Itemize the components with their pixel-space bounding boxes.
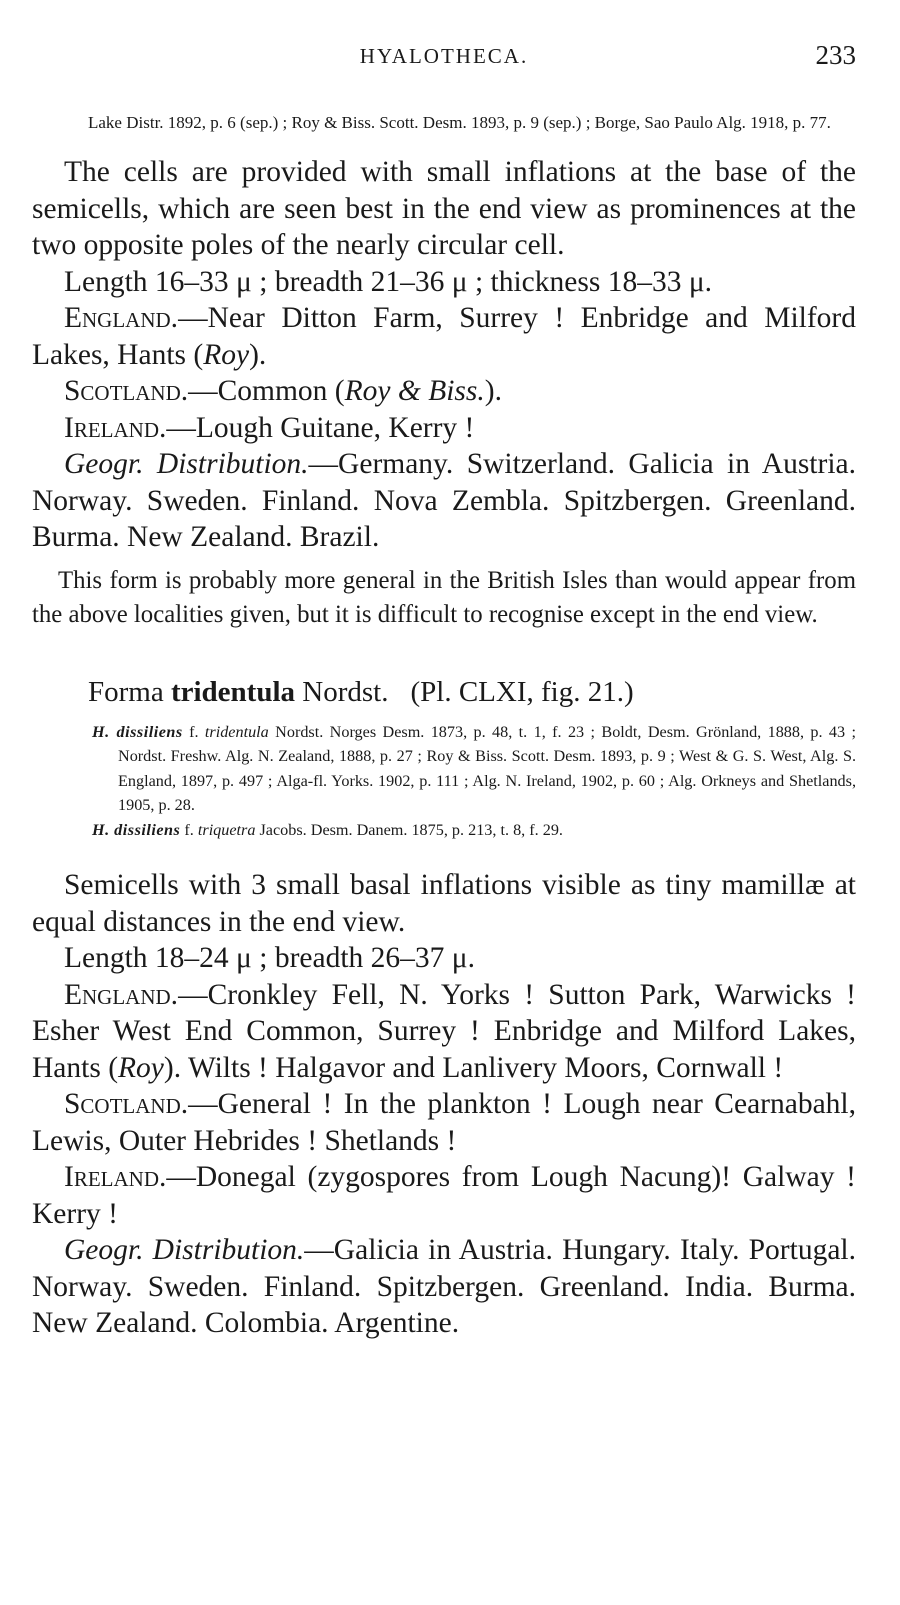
scotland-label: Scotland. — [64, 1088, 189, 1120]
ref-text: Jacobs. Desm. Danem. 1875, p. 213, t. 8, f. 29. — [255, 820, 563, 839]
geographic-distribution — [32, 1232, 856, 1342]
scotland-text: —Common ( — [188, 375, 345, 407]
ref-species: H. dissiliens — [92, 722, 183, 741]
page-header — [32, 40, 856, 80]
species-description-section — [32, 154, 856, 556]
ireland-label: Ireland. — [64, 411, 167, 444]
forma-heading — [32, 672, 856, 712]
ref-f: f. — [180, 820, 198, 839]
small-print-note — [32, 564, 856, 632]
ireland-locality — [32, 1159, 856, 1232]
running-head: HYALOTHECA. — [359, 44, 529, 68]
scotland-text: —General ! In the plankton ! Lough near Cearnabahl, Lewis, Outer Hebrides ! Shetlands ! — [32, 1088, 856, 1157]
scotland-locality — [32, 1086, 856, 1159]
ref-text: Nordst. Norges Desm. 1873, p. 48, t. 1, f. 23 ; Boldt, Desm. Grönland, 1888, p. 43 ; Nordst. Freshw. Alg. N. Zealand, 1888, p. 27 ; Roy & Biss. Scott. Desm. 1893, p. 9 ; West & G. S. West, Alg. S. England, 1897, p. 497 ; Alga-fl. Yorks. 1902, p. 111 ; Alg. N. Ireland, 1902, p. 60 ; Alg. Orkneys and Shetlands, 1905, p. 28. — [118, 722, 857, 814]
dimensions-paragraph: Length 16–33 μ ; breadth 21–36 μ ; thickness 18–33 μ. — [64, 265, 713, 298]
scotland-authority: Roy & Biss. — [344, 375, 485, 407]
ref-species: H. dissiliens — [92, 820, 181, 839]
england-authority: Roy — [203, 338, 250, 371]
page-number: 233 — [815, 40, 856, 70]
ireland-locality — [32, 410, 856, 447]
ireland-text: —Lough Guitane, Kerry ! — [166, 411, 475, 444]
geogr-label: Geogr. Distribution. — [64, 448, 309, 480]
description-paragraph: The cells are provided with small inflations at the base of the semicells, which are seen best in the end view as prominences at the two opposite poles of the nearly circular cell. — [32, 156, 856, 261]
geographic-distribution — [32, 446, 856, 556]
england-text: —Near Ditton Farm, Surrey ! Enbridge and Milford Lakes, Hants ( — [32, 302, 856, 371]
ireland-label: Ireland. — [64, 1161, 167, 1193]
plate-reference: (Pl. CLXI, fig. 21.) — [410, 675, 634, 708]
geogr-text: —Galicia in Austria. Hungary. Italy. Portugal. Norway. Sweden. Finland. Spitzbergen. Greenland. India. Burma. New Zealand. Colombia. Argentine. — [32, 1234, 856, 1339]
reference-entry — [92, 818, 856, 843]
england-end: ). Wilts ! Halgavor and Lanlivery Moors, Cornwall ! — [163, 1051, 784, 1084]
scotland-end: ). — [484, 375, 502, 407]
england-label: England. — [64, 302, 179, 334]
ref-f: f. — [182, 722, 205, 741]
note-paragraph: This form is probably more general in the British Isles than would appear from the above localities given, but it is difficult to recognise except in the end view. — [32, 566, 856, 628]
england-text: —Cronkley Fell, N. Yorks ! Sutton Park, Warwicks ! Esher West End Common, Surrey ! Enbridge and Milford Lakes, Hants ( — [32, 978, 856, 1084]
geogr-text: —Germany. Switzerland. Galicia in Austria. Norway. Sweden. Finland. Nova Zembla. Spitzbergen. Greenland. Burma. New Zealand. Brazil. — [32, 448, 856, 553]
england-locality — [32, 977, 856, 1087]
dimensions-paragraph: Length 18–24 μ ; breadth 26–37 μ. — [64, 942, 475, 974]
description-paragraph: Semicells with 3 small basal inflations visible as tiny mamillæ at equal distances in the end view. — [32, 869, 856, 938]
reference-entry — [92, 720, 857, 818]
england-label: England. — [64, 978, 179, 1011]
scotland-label: Scotland. — [64, 375, 189, 407]
top-references — [32, 110, 856, 136]
ireland-text: —Donegal (zygospores from Lough Nacung)! Galway ! Kerry ! — [32, 1161, 856, 1230]
forma-name: tridentula — [170, 675, 296, 708]
reference-continuation: Lake Distr. 1892, p. 6 (sep.) ; Roy & Biss. Scott. Desm. 1893, p. 9 (sep.) ; Borge, Sao Paulo Alg. 1918, p. 77. — [88, 113, 831, 132]
forma-references — [32, 720, 856, 843]
geogr-label: Geogr. Distribution. — [64, 1234, 305, 1266]
forma-prefix: Forma — [88, 675, 171, 708]
scotland-locality — [32, 373, 856, 410]
forma-author: Nordst. — [295, 675, 389, 708]
ref-form: triquetra — [197, 820, 256, 839]
forma-description-section — [32, 867, 856, 1342]
ref-form: tridentula — [204, 722, 269, 741]
england-authority: Roy — [118, 1051, 164, 1084]
england-end: ). — [249, 338, 267, 371]
england-locality — [32, 300, 856, 373]
